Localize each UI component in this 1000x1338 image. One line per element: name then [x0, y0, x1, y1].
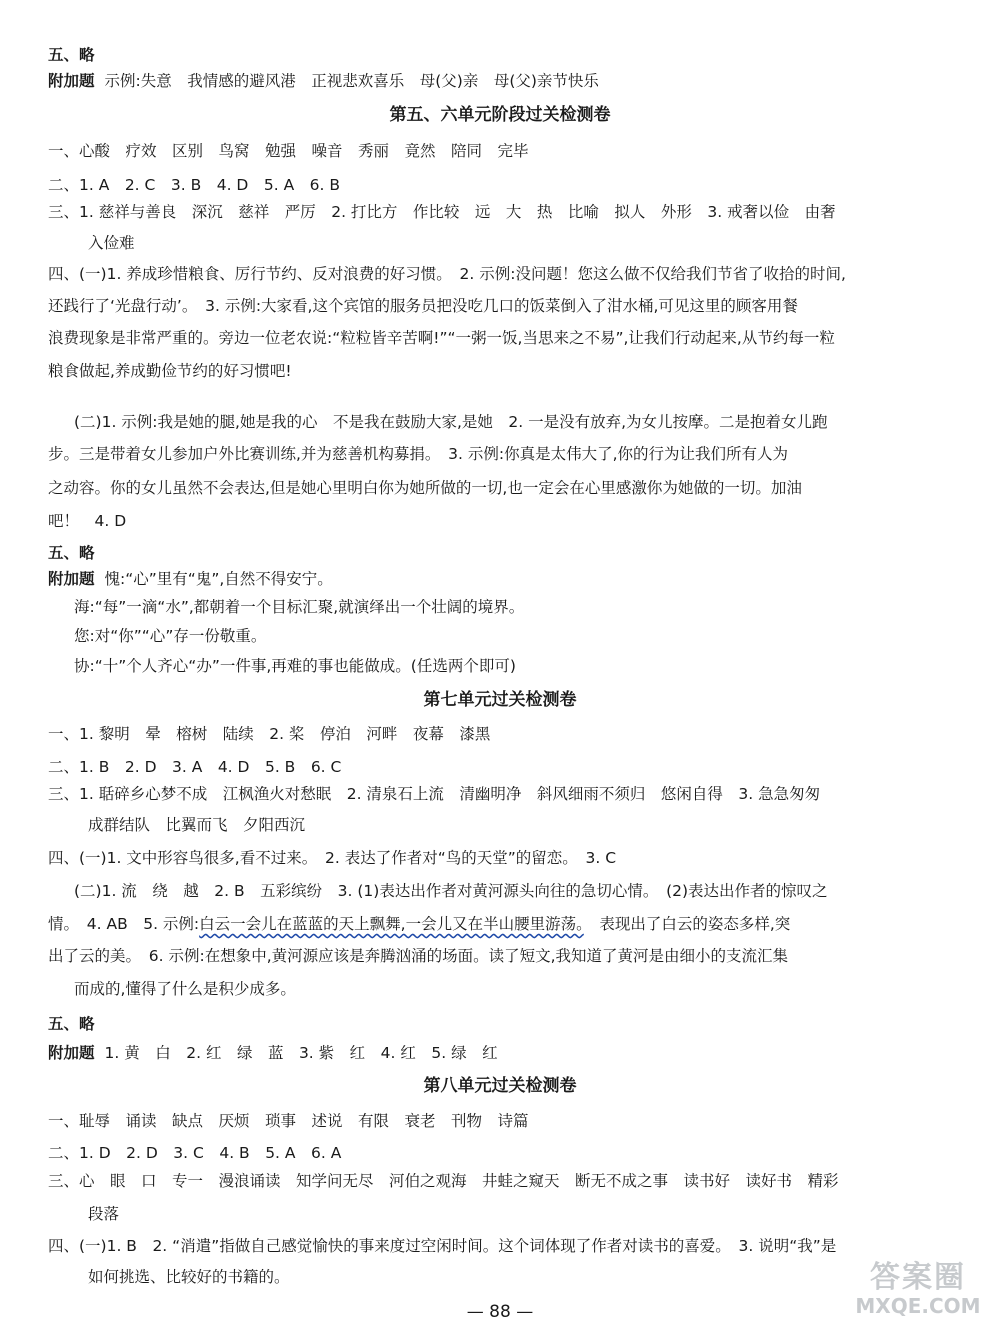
answer-line: 二、1. D 2. D 3. C 4. B 5. A 6. A [48, 1144, 342, 1162]
answer-line: 而成的,懂得了什么是积少成多。 [74, 980, 296, 998]
bonus-label: 附加题 [48, 72, 95, 90]
answer-line: 一、心酸 疗效 区别 鸟窝 勉强 噪音 秀丽 竟然 陪同 完毕 [48, 142, 529, 160]
answer-line: 粮食做起,养成勤俭节约的好习惯吧! [48, 362, 292, 380]
answer-text: 情。 4. AB 5. 示例: [48, 915, 200, 933]
answer-line: 海:“每”一滴“水”,都朝着一个目标汇聚,就演绎出一个壮阔的境界。 [74, 598, 525, 616]
bonus-line [48, 568, 333, 590]
answer-line: 四、(一)1. 养成珍惜粮食、厉行节约、反对浪费的好习惯。 2. 示例:没问题！您这么做不仅给我们节省了收拾的时间, [48, 265, 846, 283]
page-number: — 88 — [466, 1302, 534, 1322]
underlined-example: 白云一会儿在蓝蓝的天上飘舞,一会儿又在半山腰里游荡。 [199, 915, 584, 933]
answer-line [48, 913, 790, 935]
bonus-text: 1. 黄 白 2. 红 绿 蓝 3. 紫 红 4. 红 5. 绿 红 [104, 1044, 498, 1062]
line-5-omitted: 五、略 [48, 544, 95, 562]
answer-line: 四、(一)1. 文中形容鸟很多,看不过来。 2. 表达了作者对“鸟的天堂”的留恋。 3. C [48, 849, 617, 867]
bonus-line [48, 1042, 498, 1064]
answer-line: 吧！ 4. D [48, 512, 127, 530]
answer-line: 二、1. B 2. D 3. A 4. D 5. B 6. C [48, 758, 342, 776]
bonus-text: 愧:“心”里有“鬼”,自然不得安宁。 [104, 570, 333, 588]
answer-line: 一、1. 黎明 晕 榕树 陆续 2. 桨 停泊 河畔 夜幕 漆黑 [48, 725, 491, 743]
answer-line: 步。三是带着女儿参加户外比赛训练,并为慈善机构募捐。 3. 示例:你真是太伟大了,你的行为让我们所有人为 [48, 445, 789, 463]
answer-line: 出了云的美。 6. 示例:在想象中,黄河源应该是奔腾汹涌的场面。读了短文,我知道了黄河是由细小的支流汇集 [48, 947, 789, 965]
answer-line: 三、1. 慈祥与善良 深沉 慈祥 严厉 2. 打比方 作比较 远 大 热 比喻 拟人 外形 3. 戒奢以俭 由奢 [48, 203, 836, 221]
answer-line: 入俭难 [88, 234, 135, 252]
answer-line: 之动容。你的女儿虽然不会表达,但是她心里明白你为她所做的一切,也一定会在心里感激你为她做的一切。加油 [48, 479, 802, 497]
section-title-5-6: 第五、六单元阶段过关检测卷 [389, 105, 611, 125]
bonus-label: 附加题 [48, 570, 95, 588]
answer-line: 三、心 眼 口 专一 漫浪诵读 知学问无尽 河伯之观海 井蛙之窥天 断无不成之事 读书好 读好书 精彩 [48, 1172, 839, 1190]
line-5-omitted: 五、略 [48, 46, 95, 64]
section-title-8: 第八单元过关检测卷 [423, 1076, 577, 1096]
answer-text: 表现出了白云的姿态多样,突 [583, 915, 791, 933]
answer-line: (二)1. 示例:我是她的腿,她是我的心 不是我在鼓励大家,是她 2. 一是没有放弃,为女儿按摩。二是抱着女儿跑 [74, 413, 828, 431]
bonus-line [48, 70, 599, 92]
answer-line: 如何挑选、比较好的书籍的。 [88, 1268, 290, 1286]
answer-line: 段落 [88, 1205, 120, 1223]
answer-line: 您:对“你”“心”存一份敬重。 [74, 627, 267, 645]
answer-line: 成群结队 比翼而飞 夕阳西沉 [88, 816, 306, 834]
watermark-url: MXQE.COM [855, 1294, 981, 1318]
answer-line: 四、(一)1. B 2. “消遣”指做自己感觉愉快的事来度过空闲时间。这个词体现了作者对读书的喜爱。 3. 说明“我”是 [48, 1237, 837, 1255]
watermark-text: 答案圈 [870, 1260, 966, 1295]
answer-line: (二)1. 流 绕 越 2. B 五彩缤纷 3. (1)表达出作者对黄河源头向往的急切心情。 (2)表达出作者的惊叹之 [74, 882, 828, 900]
answer-line: 浪费现象是非常严重的。旁边一位老农说:“粒粒皆辛苦啊!”“一粥一饭,当思来之不易”,让我们行动起来,从节约每一粒 [48, 329, 835, 347]
answer-line: 一、耻辱 诵读 缺点 厌烦 琐事 述说 有限 衰老 刊物 诗篇 [48, 1112, 529, 1130]
line-5-omitted: 五、略 [48, 1015, 95, 1033]
section-title-7: 第七单元过关检测卷 [423, 690, 577, 710]
answer-line: 二、1. A 2. C 3. B 4. D 5. A 6. B [48, 176, 341, 194]
answer-line: 协:“十”个人齐心“办”一件事,再难的事也能做成。(任选两个即可) [74, 657, 516, 675]
watermark-logo [838, 1252, 988, 1324]
answer-line: 还践行了‘光盘行动’。 3. 示例:大家看,这个宾馆的服务员把没吃几口的饭菜倒入了泔水桶,可见这里的顾客用餐 [48, 297, 798, 315]
answer-line: 三、1. 聒碎乡心梦不成 江枫渔火对愁眠 2. 清泉石上流 清幽明净 斜风细雨不须归 悠闲自得 3. 急急匆匆 [48, 785, 821, 803]
bonus-label: 附加题 [48, 1044, 95, 1062]
bonus-text: 示例:失意 我情感的避风港 正视悲欢喜乐 母(父)亲 母(父)亲节快乐 [104, 72, 599, 90]
